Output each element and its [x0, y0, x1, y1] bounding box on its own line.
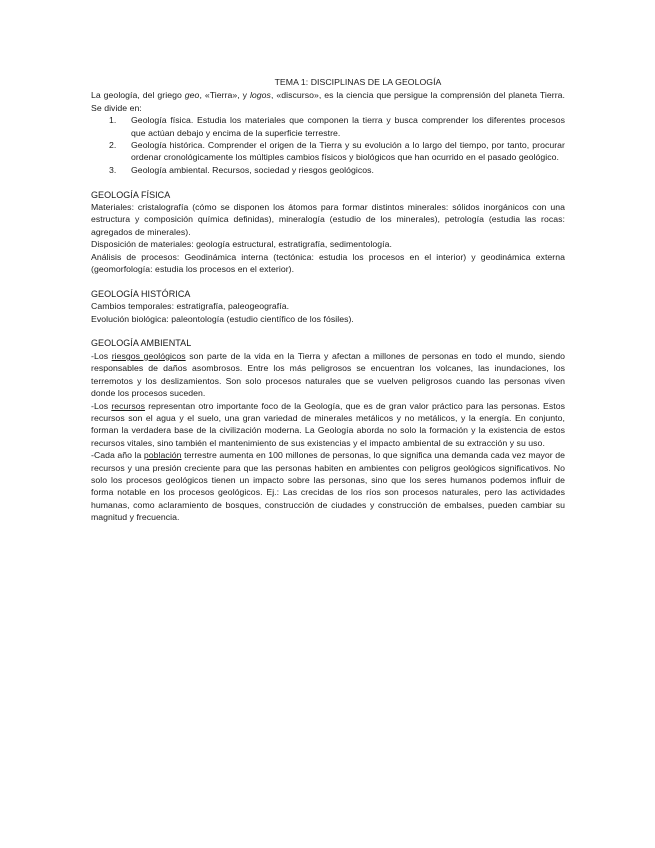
- ambiental-riesgos-paragraph: [91, 350, 565, 400]
- document-title: TEMA 1: DISCIPLINAS DE LA GEOLOGÍA: [274, 77, 442, 87]
- section-heading-ambiental: GEOLOGÍA AMBIENTAL: [91, 338, 192, 349]
- division-item: [109, 139, 565, 164]
- division-number: 3.: [109, 164, 117, 175]
- recursos-prefix: -Los: [91, 400, 112, 411]
- ambiental-recursos-paragraph: [91, 400, 565, 450]
- intro-term-logos: logos: [249, 90, 271, 101]
- fisica-paragraph: Análisis de procesos: Geodinámica interna (tectónica: estudia los procesos en el interior) y geodinámica externa (geomorfología: estudia los procesos en el exterior).: [91, 251, 565, 275]
- division-text: Geología física. Estudia los materiales que componen la tierra y busca comprender los diferentes procesos que actúan debajo y encima de la superficie terrestre.: [131, 115, 565, 138]
- division-text: Geología ambiental. Recursos, sociedad y riesgos geológicos.: [131, 164, 375, 175]
- section-heading-fisica: GEOLOGÍA FÍSICA: [91, 189, 171, 200]
- riesgos-text: son parte de la vida en la Tierra y afectan a millones de personas en todo el mundo, siendo responsables de daños asombrosos. Entre los más peligrosos se encuentran los volcanes, las inundaciones, los terremotos y los deslizamientos. Son solo procesos naturales que se vuelven peligrosos cuando las personas viven donde los procesos suceden.: [91, 350, 566, 399]
- poblacion-text: terrestre aumenta en 100 millones de personas, lo que significa una demanda cada vez mayor de recursos y una presión creciente para que las personas habiten en ambientes con peligros geológicos significativos. No solo los procesos geológicos tienen un impacto sobre las personas, sino que los seres humanos podemos influir de forma notable en los procesos geológicos. Ej.: Las crecidas de los ríos son procesos naturales, pero las actividades humanas, como aclaramiento de bosques, construcción de ciudades y construcción de embalses, pueden cambiar su magnitud y frecuencia.: [91, 450, 565, 523]
- fisica-paragraph: Disposición de materiales: geología estructural, estratigrafía, sedimentología.: [91, 239, 392, 250]
- historica-paragraph: Cambios temporales: estratigrafía, paleogeografía.: [91, 301, 290, 312]
- division-item: [109, 164, 565, 176]
- ambiental-poblacion-paragraph: [91, 449, 565, 523]
- riesgos-term: riesgos geológicos: [111, 350, 186, 361]
- division-number: 2.: [109, 140, 117, 151]
- riesgos-prefix: -Los: [91, 350, 112, 361]
- intro-text-3: , «discurso», es la ciencia que persigue la comprensión del planeta Tierra. Se divide en:: [91, 90, 566, 113]
- intro-paragraph: [91, 89, 565, 114]
- intro-text-2: , «Tierra», y: [199, 90, 250, 101]
- division-text: Geología histórica. Comprender el origen de la Tierra y su evolución a lo largo del tiempo, por tanto, procurar ordenar cronológicamente los múltiples cambios físicos y biológicos que han ocurrido en el pasado geológico.: [131, 140, 565, 163]
- division-item: [109, 114, 565, 139]
- document-page: [91, 76, 565, 524]
- fisica-paragraph: Materiales: cristalografía (cómo se disponen los átomos para formar distintos minerales: sólidos inorgánicos con una estructura y composición química definidas), mineralogía (estudio de los minerales), petrología (estudia las rocas: agregados de minerales).: [91, 202, 565, 237]
- divisions-list: [91, 114, 565, 176]
- historica-paragraph: Evolución biológica: paleontología (estudio científico de los fósiles).: [91, 313, 354, 324]
- poblacion-term: población: [143, 450, 182, 461]
- poblacion-prefix: -Cada año la: [91, 450, 144, 461]
- division-number: 1.: [109, 115, 117, 126]
- section-heading-historica: GEOLOGÍA HISTÓRICA: [91, 288, 191, 299]
- intro-term-geo: geo: [184, 90, 200, 101]
- intro-text-1: La geología, del griego: [91, 90, 185, 101]
- recursos-term: recursos: [111, 400, 146, 411]
- recursos-text: representan otro importante foco de la Geología, que es de gran valor práctico para las personas. Estos recursos son el agua y el suelo, una gran variedad de minerales metálicos y no metálicos, y la energía. En conjunto, forman la verdadera base de la civilización moderna. La Geología aborda no solo la formación y la existencia de estos recursos vitales, sino también el mantenimiento de sus existencias y el impacto ambiental de su extracción y su uso.: [91, 400, 565, 448]
